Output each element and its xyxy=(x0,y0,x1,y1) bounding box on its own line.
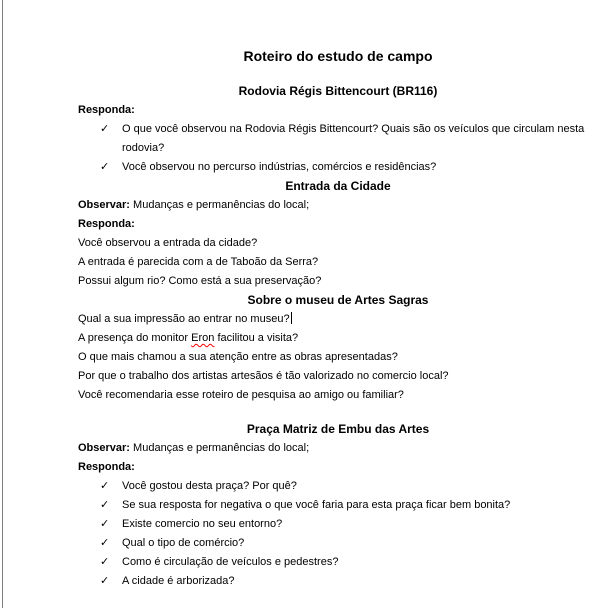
misspelled-word: Eron xyxy=(191,332,215,344)
responda-label-text: Responda: xyxy=(78,104,135,116)
text-cursor xyxy=(291,312,292,324)
question-line: Você recomendaria esse roteiro de pesquisa ao amigo ou familiar? xyxy=(78,389,404,401)
check-bullet-icon: ✓ xyxy=(100,537,110,549)
bullet-text: Você gostou desta praça? Por quê? xyxy=(122,480,297,492)
doc-title: Roteiro do estudo de campo xyxy=(243,48,433,64)
question-text: facilitou a visita? xyxy=(217,332,299,344)
section-heading-praca: Praça Matriz de Embu das Artes xyxy=(246,422,430,436)
check-bullet-icon: ✓ xyxy=(100,499,110,511)
list-item xyxy=(100,158,600,177)
bullet-text: Se sua resposta for negativa o que você faria para esta praça ficar bem bonita? xyxy=(122,499,511,511)
section-heading-entrada: Entrada da Cidade xyxy=(285,179,391,193)
check-bullet-icon: ✓ xyxy=(100,556,110,568)
observar-label-text: Observar: xyxy=(78,199,130,211)
bullet-text: Qual o tipo de comércio? xyxy=(122,537,245,549)
observar-text: Mudanças e permanências do local; xyxy=(133,199,310,211)
list-item xyxy=(100,515,600,534)
section-heading-rodovia: Rodovia Régis Bittencourt (BR116) xyxy=(238,84,438,98)
question-line: Você observou a entrada da cidade? xyxy=(78,237,258,249)
bullet-text: A cidade é arborizada? xyxy=(122,575,235,587)
responda-label-praca xyxy=(78,458,601,477)
list-item xyxy=(100,477,600,496)
list-item xyxy=(100,534,600,553)
list-item xyxy=(100,496,600,515)
responda-label-text: Responda: xyxy=(78,461,135,473)
responda-label-text: Responda: xyxy=(78,218,135,230)
question-line: A entrada é parecida com a de Taboão da Serra? xyxy=(78,256,319,268)
blank-line xyxy=(2,405,601,420)
question-line xyxy=(78,329,601,348)
question-line: O que mais chamou a sua atenção entre as obras apresentadas? xyxy=(78,351,398,363)
check-bullet-icon: ✓ xyxy=(100,123,110,135)
observar-text: Mudanças e permanências do local; xyxy=(133,442,310,454)
document-canvas[interactable] xyxy=(2,0,601,591)
check-bullet-icon: ✓ xyxy=(100,161,110,173)
list-item xyxy=(100,120,600,158)
check-bullet-icon: ✓ xyxy=(100,518,110,530)
title-spacer xyxy=(2,66,601,82)
question-line: Possui algum rio? Como está a sua preservação? xyxy=(78,275,322,287)
bullet-text: Como é circulação de veículos e pedestres? xyxy=(122,556,339,568)
question-text: Qual a sua impressão ao entrar no museu? xyxy=(78,313,290,325)
list-item xyxy=(100,553,600,572)
list-item xyxy=(100,572,600,591)
bullet-text: Existe comercio no seu entorno? xyxy=(122,518,283,530)
question-line: Por que o trabalho dos artistas artesãos é tão valorizado no comercio local? xyxy=(78,370,449,382)
observar-line-praca xyxy=(78,439,601,458)
check-bullet-icon: ✓ xyxy=(100,480,110,492)
responda-label-rodovia xyxy=(78,101,601,120)
section-heading-museu: Sobre o museu de Artes Sagras xyxy=(247,293,429,307)
observar-label-text: Observar: xyxy=(78,442,130,454)
bullet-text: Você observou no percurso indústrias, comércios e residências? xyxy=(122,161,437,173)
responda-label-entrada xyxy=(78,215,601,234)
question-text: A presença do monitor xyxy=(78,332,189,344)
question-line xyxy=(78,310,601,329)
bullet-text: O que você observou na Rodovia Régis Bittencourt? Quais são os veículos que circulam nesta rodovia? xyxy=(122,123,585,154)
check-bullet-icon: ✓ xyxy=(100,575,110,587)
observar-line-entrada xyxy=(78,196,601,215)
